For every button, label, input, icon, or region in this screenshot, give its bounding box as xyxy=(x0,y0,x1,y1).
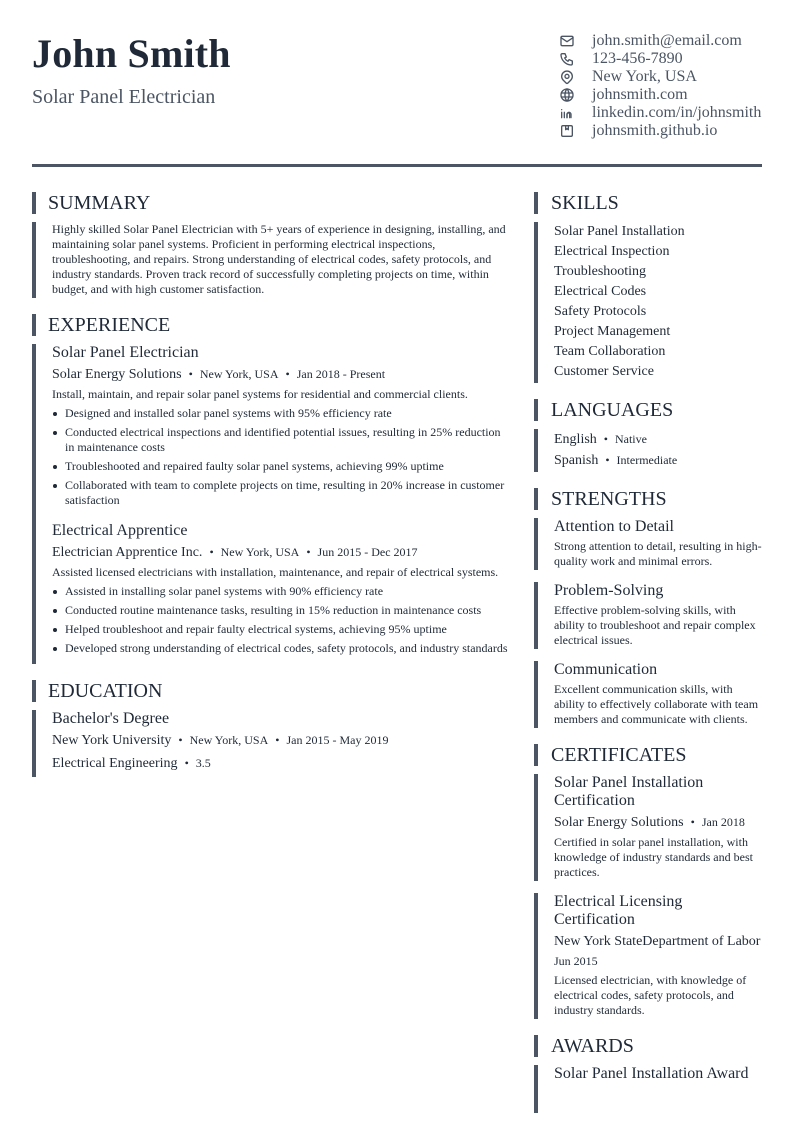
language-name: Spanish xyxy=(554,453,599,468)
experience-item xyxy=(52,344,510,508)
contact-location xyxy=(559,68,761,86)
job-company: Electrician Apprentice Inc. xyxy=(52,545,203,560)
job-dates: Jan 2018 - Present xyxy=(296,367,386,381)
certificate-item xyxy=(534,893,762,1019)
languages-section xyxy=(534,399,762,472)
resume-header xyxy=(32,30,762,150)
skill-item: Customer Service xyxy=(554,364,654,379)
language-level: Intermediate xyxy=(616,453,678,467)
header-divider xyxy=(32,164,762,167)
summary-section xyxy=(32,192,510,298)
skill-item: Electrical Codes xyxy=(554,284,647,299)
gpa: 3.5 xyxy=(195,756,211,770)
candidate-title: Solar Panel Electrician xyxy=(32,86,216,108)
certificate-meta xyxy=(554,812,762,833)
certificates-heading: CERTIFICATES xyxy=(534,744,762,766)
separator-dot: • xyxy=(306,545,311,559)
certificate-issuer: New York StateDepartment of Labor xyxy=(554,934,761,949)
school-name: New York University xyxy=(52,733,172,748)
strength-item xyxy=(534,518,762,570)
contact-email[interactable] xyxy=(559,32,761,50)
skill-item: Solar Panel Installation xyxy=(554,224,685,239)
contact-website[interactable] xyxy=(559,86,761,104)
mail-icon xyxy=(559,33,575,49)
bullet-item: Conducted routine maintenance tasks, resulting in 15% reduction in maintenance costs xyxy=(52,603,510,618)
job-description: Install, maintain, and repair solar panel systems for residential and commercial clients. xyxy=(52,387,468,401)
strength-title: Problem-Solving xyxy=(554,582,664,599)
globe-icon xyxy=(559,87,575,103)
certificate-date: Jan 2018 xyxy=(701,815,745,829)
certificate-title: Solar Panel Installation Certification xyxy=(554,774,704,809)
summary-text: Highly skilled Solar Panel Electrician with 5+ years of experience in designing, installing, and maintaining solar panel systems. Proficient in performing electrical inspections, troubleshooting, and repairs. Strong understanding of electrical codes, safety protocols, and industry standards. Proven track record of successfully completing projects on time, within budget, and with high customer satisfaction. xyxy=(52,222,506,296)
skills-heading: SKILLS xyxy=(534,192,762,214)
job-meta xyxy=(52,542,510,563)
bullet-item: Conducted electrical inspections and identified potential issues, resulting in 25% reduction in maintenance costs xyxy=(52,425,510,455)
field-meta xyxy=(52,753,510,774)
separator-dot: • xyxy=(209,545,214,559)
skill-item: Safety Protocols xyxy=(554,304,647,319)
map-pin-icon xyxy=(559,69,575,85)
job-company: Solar Energy Solutions xyxy=(52,367,182,382)
job-description: Assisted licensed electricians with installation, maintenance, and repair of electrical systems. xyxy=(52,565,499,579)
job-role: Electrical Apprentice xyxy=(52,522,188,539)
separator-dot: • xyxy=(275,733,280,747)
job-bullets xyxy=(52,584,510,656)
separator-dot: • xyxy=(178,733,183,747)
certificate-title: Electrical Licensing Certification xyxy=(554,893,683,928)
bullet-item: Collaborated with team to complete projects on time, resulting in 20% increase in customer satisfaction xyxy=(52,478,510,508)
award-title: Solar Panel Installation Award xyxy=(554,1065,749,1082)
job-role: Solar Panel Electrician xyxy=(52,344,199,361)
separator-dot: • xyxy=(184,756,189,770)
certificate-meta xyxy=(554,933,762,950)
phone-text: 123-456-7890 xyxy=(592,50,683,67)
bullet-item: Developed strong understanding of electrical codes, safety protocols, and industry standards xyxy=(52,641,510,656)
experience-body xyxy=(32,344,510,664)
skill-item: Project Management xyxy=(554,324,671,339)
bookmark-icon xyxy=(559,123,575,139)
strength-text: Effective problem-solving skills, with ability to troubleshoot and repair complex electrical issues. xyxy=(554,603,756,647)
certificates-list xyxy=(534,774,762,1019)
strengths-section xyxy=(534,488,762,728)
education-section xyxy=(32,680,510,777)
location-text: New York, USA xyxy=(592,68,697,85)
languages-heading: LANGUAGES xyxy=(534,399,762,421)
certificate-text: Licensed electrician, with knowledge of electrical codes, safety protocols, and industry standards. xyxy=(554,973,747,1017)
separator-dot: • xyxy=(605,453,610,467)
certificate-issuer: Solar Energy Solutions xyxy=(554,815,684,830)
certificate-text: Certified in solar panel installation, with knowledge of industry standards and best practices. xyxy=(554,835,753,879)
separator-dot: • xyxy=(603,432,608,446)
experience-section xyxy=(32,314,510,664)
left-column xyxy=(32,192,510,793)
strength-item xyxy=(534,582,762,649)
strengths-list xyxy=(534,518,762,728)
job-bullets xyxy=(52,406,510,508)
strengths-heading: STRENGTHS xyxy=(534,488,762,510)
job-meta xyxy=(52,364,510,385)
strength-title: Attention to Detail xyxy=(554,518,674,535)
contact-list xyxy=(559,32,761,140)
strength-text: Excellent communication skills, with ability to effectively collaborate with team members and communicate with clients. xyxy=(554,682,759,726)
awards-heading: AWARDS xyxy=(534,1035,762,1057)
job-location: New York, USA xyxy=(199,367,279,381)
language-item xyxy=(554,450,762,471)
contact-phone[interactable] xyxy=(559,50,761,68)
candidate-name: John Smith xyxy=(32,31,231,76)
contact-linkedin[interactable] xyxy=(559,104,761,122)
field-of-study: Electrical Engineering xyxy=(52,756,178,771)
linkedin-text: linkedin.com/in/johnsmith xyxy=(592,104,762,121)
skill-item: Electrical Inspection xyxy=(554,244,670,259)
skills-section xyxy=(534,192,762,383)
separator-dot: • xyxy=(285,367,290,381)
bullet-item: Designed and installed solar panel systems with 95% efficiency rate xyxy=(52,406,510,421)
bullet-item: Helped troubleshoot and repair faulty electrical systems, achieving 95% uptime xyxy=(52,622,510,637)
school-dates: Jan 2015 - May 2019 xyxy=(286,733,389,747)
language-level: Native xyxy=(614,432,647,446)
linkedin-icon xyxy=(559,105,575,121)
strength-text: Strong attention to detail, resulting in high-quality work and minimal errors. xyxy=(554,539,762,568)
school-meta xyxy=(52,730,510,751)
strength-item xyxy=(534,661,762,728)
skill-item: Troubleshooting xyxy=(554,264,647,279)
awards-body xyxy=(534,1065,762,1113)
separator-dot: • xyxy=(690,815,695,829)
language-item xyxy=(554,429,762,450)
skills-body xyxy=(534,222,762,383)
bullet-item: Troubleshooted and repaired faulty solar panel systems, achieving 99% uptime xyxy=(52,459,510,474)
separator-dot: • xyxy=(188,367,193,381)
experience-heading: EXPERIENCE xyxy=(32,314,510,336)
awards-section xyxy=(534,1035,762,1113)
languages-body xyxy=(534,429,762,472)
school-location: New York, USA xyxy=(189,733,269,747)
degree: Bachelor's Degree xyxy=(52,710,170,727)
website-text: johnsmith.com xyxy=(592,86,688,103)
certificate-item xyxy=(534,774,762,881)
github-text: johnsmith.github.io xyxy=(592,122,718,139)
strength-title: Communication xyxy=(554,661,658,678)
contact-github[interactable] xyxy=(559,122,761,140)
language-name: English xyxy=(554,432,597,447)
summary-body xyxy=(32,222,510,298)
bullet-item: Assisted in installing solar panel systems with 90% efficiency rate xyxy=(52,584,510,599)
certificate-date: Jun 2015 xyxy=(554,954,598,968)
education-body xyxy=(32,710,510,777)
skill-item: Team Collaboration xyxy=(554,344,666,359)
summary-heading: SUMMARY xyxy=(32,192,510,214)
certificates-section xyxy=(534,744,762,1019)
job-dates: Jun 2015 - Dec 2017 xyxy=(317,545,418,559)
email-text: john.smith@email.com xyxy=(592,32,742,49)
right-column xyxy=(534,192,762,1123)
job-location: New York, USA xyxy=(220,545,300,559)
experience-item xyxy=(52,522,510,656)
education-heading: EDUCATION xyxy=(32,680,510,702)
phone-icon xyxy=(559,51,575,67)
